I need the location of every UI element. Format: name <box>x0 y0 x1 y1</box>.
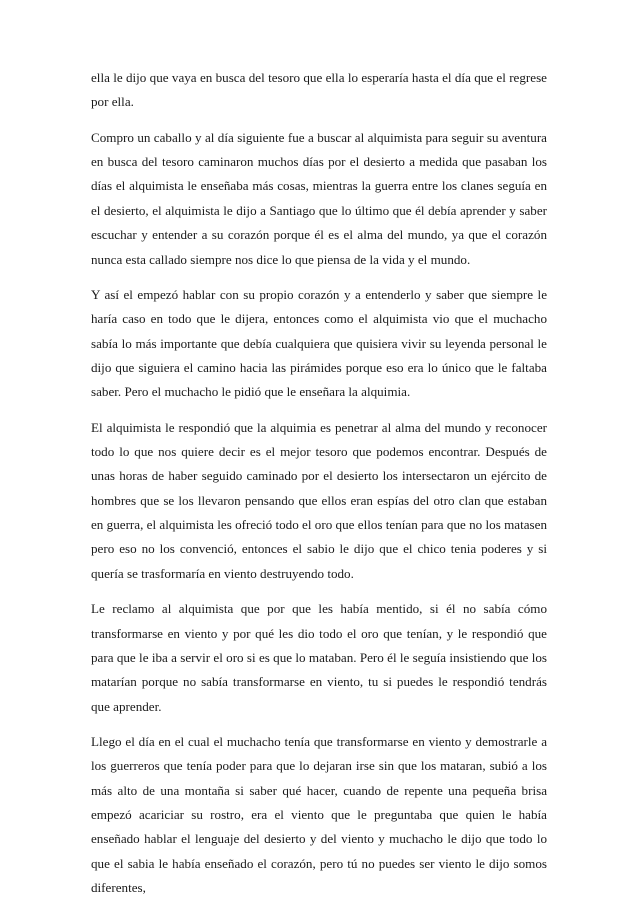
paragraph-1: ella le dijo que vaya en busca del tesoro que ella lo esperaría hasta el día que el regrese por ella. <box>91 70 547 110</box>
paragraph-5: Le reclamo al alquimista que por que les había mentido, si él no sabía cómo transformarse en viento y por qué les dio todo el oro que tenían, y le respondió que para que le iba a servir el oro si es que lo mataban. Pero él le seguía insistiendo que los matarían porque no sabía transformarse en viento, tu si puedes le respondió tendrás que aprender. <box>91 601 547 714</box>
paragraph-3: Y así el empezó hablar con su propio corazón y a entenderlo y saber que siempre le haría caso en todo que le dijera, entonces como el alquimista vio que el muchacho sabía lo más importante que debía cualquiera que quisiera vivir su leyenda personal le dijo que siguiera el camino hacia las pirámides porque eso era lo único que le faltaba saber. Pero el muchacho le pidió que le enseñara la alquimia. <box>91 286 547 400</box>
document-body <box>91 66 547 912</box>
paragraph-6: Llego el día en el cual el muchacho tenía que transformarse en viento y demostrarle a los guerreros que tenía poder para que lo dejaran irse sin que los mataran, subió a los más alto de una montaña si saber qué hacer, cuando de repente una pequeña brisa empezó acariciar su rostro, era el viento que le preguntaba que quien le había enseñado hablar el lenguaje del desierto y del viento y muchacho le dijo que todo lo que el sabia le había enseñado el corazón, pero tú no puedes ser viento le dijo somos diferentes, <box>91 734 547 896</box>
paragraph-2: Compro un caballo y al día siguiente fue a buscar al alquimista para seguir su aventura en busca del tesoro caminaron muchos días por el desierto a medida que pasaban los días el alquimista le enseñaba más cosas, mientras la guerra entre los clanes seguía en el desierto, el alquimista le dijo a Santiago que lo último que él debía aprender y saber escuchar y entender a su corazón porque él es el alma del mundo, ya que el corazón nunca esta callado siempre nos dice lo que piensa de la vida y el mundo. <box>91 129 547 267</box>
paragraph-4: El alquimista le respondió que la alquimia es penetrar al alma del mundo y reconocer todo lo que nos quiere decir es el mejor tesoro que podemos encontrar. Después de unas horas de haber seguido caminado por el desierto los intersectaron un ejército de hombres que se los llevaron pensando que ellos eran espías del otro clan que estaban en guerra, el alquimista les ofreció todo el oro que ellos tenían para que no los matasen pero eso no los convenció, entonces el sabio le dijo que el chico tenia poderes y si quería se trasformaría en viento destruyendo todo. <box>91 419 547 581</box>
